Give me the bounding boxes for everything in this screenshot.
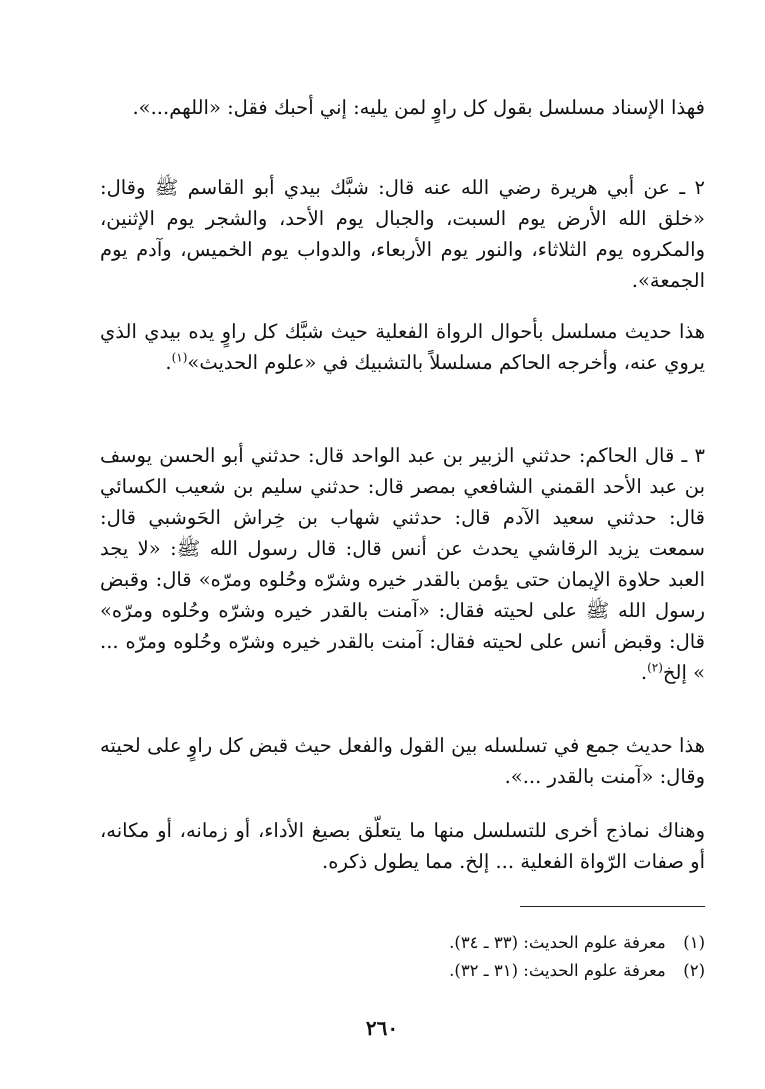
footnote-text: معرفة علوم الحديث: (٣١ ـ ٣٢). [449, 961, 666, 980]
footnote-divider [520, 906, 705, 907]
paragraph-hadith-2 [100, 172, 705, 296]
paragraph-text: وهناك نماذج أخرى للتسلسل منها ما يتعلّق بصيغ الأداء، أو زمانه، أو مكانه، أو صفات الرّواة الفعلية ... إلخ. مما يطول ذكره. [100, 819, 705, 873]
paragraph-tashbik-commentary: هذا حديث مسلسل بأحوال الرواة الفعلية حيث شبَّك كل راوٍ يده بيدي الذي يروي عنه، وأخرجه الحاكم مسلسلاً بالتشبيك في «علوم الحديث»$^{(١)}$. [100, 320, 705, 374]
paragraph-qabd-commentary [100, 730, 705, 792]
paragraph-text: هذا حديث مسلسل بأحوال الرواة الفعلية حيث شبَّك كل راوٍ يده بيدي الذي يروي عنه، وأخرجه الحاكم مسلسلاً بالتشبيك في «علوم الحديث» [100, 320, 705, 374]
footnote-mark-1: (١) [171, 350, 188, 365]
footnote-mark-2: (٢) [647, 660, 663, 675]
footnote-number: (١) [683, 933, 705, 952]
footnote-1 [250, 930, 705, 956]
paragraph-text: هذا حديث جمع في تسلسله بين القول والفعل حيث قبض كل راوٍ على لحيته وقال: «آمنت بالقدر ...». [100, 734, 705, 788]
paragraph-other-models [100, 815, 705, 877]
footnote-number: (٢) [683, 961, 705, 980]
paragraph-hadith-3: ٣ ـ قال الحاكم: حدثني الزبير بن عبد الواحد قال: حدثني أبو الحسن يوسف بن عبد الأحد القمني الشافعي بمصر قال: حدثني سليم بن شعيب الكسائي قال: حدثني سعيد الآدم قال: حدثني شهاب بن خِراش الحَوشبي قال: سمعت يزيد الرقاشي يحدث عن أنس قال: قال رسول الله ﷺ: «لا يجد العبد حلاوة الإيمان حتى يؤمن بالقدر خيره وشرّه وحُلوه ومرّه» قال: وقبض رسول الله ﷺ على لحيته فقال: «آمنت بالقدر خيره وشرّه وحُلوه ومرّه» قال: وقبض أنس على لحيته فقال: آمنت بالقدر خيره وشرّه وحُلوه ومرّه ... » إلخ$^{(٢)}$. [100, 444, 705, 684]
paragraph-musalsal-love [100, 92, 705, 123]
footnote-2 [250, 958, 705, 984]
footnote-text: معرفة علوم الحديث: (٣٣ ـ ٣٤). [449, 933, 666, 952]
paragraph-text: فهذا الإسناد مسلسل بقول كل راوٍ لمن يليه: إني أحبك فقل: «اللهم...». [132, 96, 705, 119]
page-number: ٢٦٠ [365, 1016, 399, 1040]
paragraph-text: ٢ ـ عن أبي هريرة رضي الله عنه قال: شبَّك بيدي أبو القاسم ﷺ وقال: «خلق الله الأرض يوم السبت، والجبال يوم الأحد، والشجر يوم الإثنين، والمكروه يوم الثلاثاء، والنور يوم الأربعاء، والدواب يوم الخميس، وآدم يوم الجمعة». [100, 176, 705, 292]
paragraph-text: ٣ ـ قال الحاكم: حدثني الزبير بن عبد الواحد قال: حدثني أبو الحسن يوسف بن عبد الأحد القمني الشافعي بمصر قال: حدثني سليم بن شعيب الكسائي قال: حدثني سعيد الآدم قال: حدثني شهاب بن خِراش الحَوشبي قال: سمعت يزيد الرقاشي يحدث عن أنس قال: قال رسول الله ﷺ: «لا يجد العبد حلاوة الإيمان حتى يؤمن بالقدر خيره وشرّه وحُلوه ومرّه» قال: وقبض رسول الله ﷺ على لحيته فقال: «آمنت بالقدر خيره وشرّه وحُلوه ومرّه» قال: وقبض أنس على لحيته فقال: آمنت بالقدر خيره وشرّه وحُلوه ومرّه ... » إلخ [100, 444, 705, 684]
